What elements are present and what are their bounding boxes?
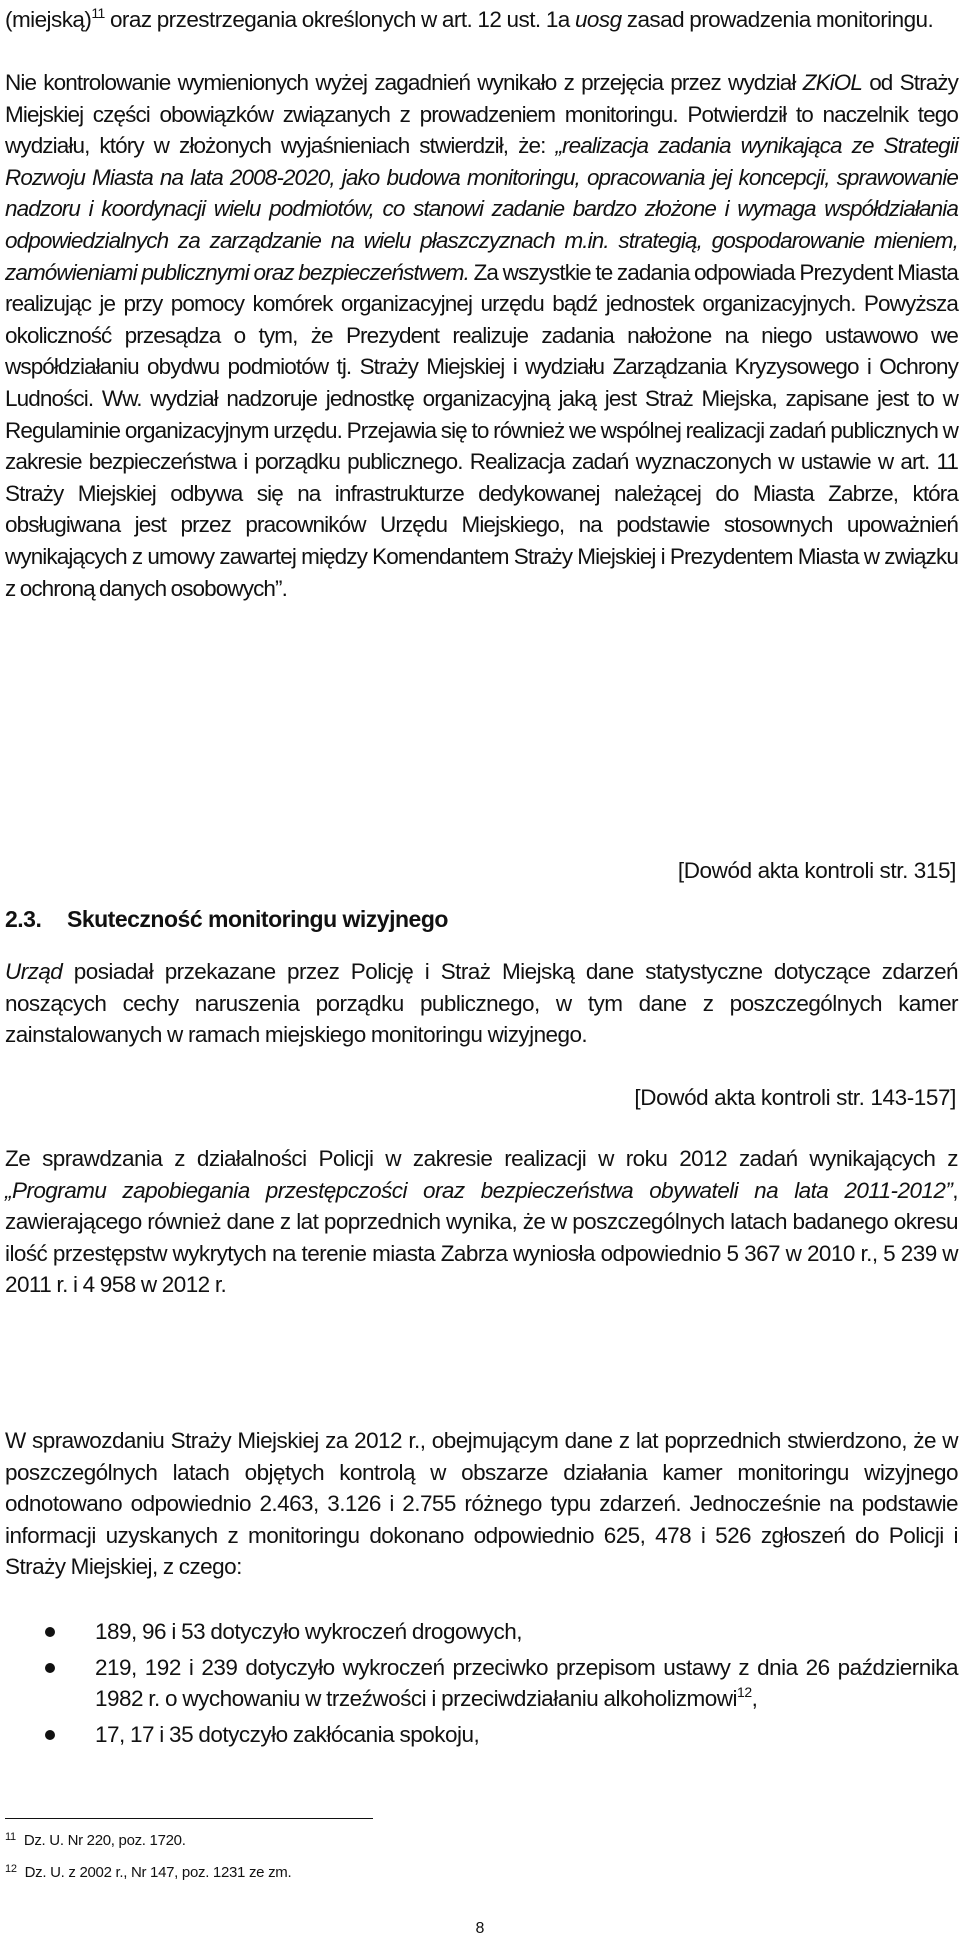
text-run: Ze sprawdzania z działalności Policji w zakresie realizacji w roku 2012 zadań wynikających z xyxy=(5,1146,958,1171)
section-heading xyxy=(5,906,448,933)
text-run: oraz przestrzegania określonych w art. 12 ust. 1a xyxy=(104,7,575,32)
italic-abbrev: uosg xyxy=(574,7,622,32)
paragraph-city-guard-report: W sprawozdaniu Straży Miejskiej za 2012 r., obejmującym dane z lat poprzednich stwierdzono, że w poszczególnych latach objętych kontrolą w obszarze działania kamer monitoringu wizyjnego odnotowano odpowiednio 2.463, 3.126 i 2.755 różnego typu zdarzeń. Jednocześnie na podstawie informacji uzyskanych z monitoringu dokonano odpowiednio 625, 478 i 526 zgłoszeń do Policji i Straży Miejskiej, z czego: xyxy=(5,1428,958,1580)
list-item-text: 17, 17 i 35 dotyczyło zakłócania spokoju, xyxy=(95,1721,480,1747)
italic-word: Urząd xyxy=(5,959,63,984)
text-run: , zawierającego również dane z lat poprzednich wynika, że w poszczególnych latach badanego okresu ilość przestępstw wykrytych na terenie miasta Zabrza wyniosła odpowiednio 5 367 w 2010 r., 5 239 w 2011 r. i 4 958 w 2012 r. xyxy=(5,1177,958,1298)
bullet-icon xyxy=(45,1730,55,1740)
evidence-reference: [Dowód akta kontroli str. 315] xyxy=(677,858,956,883)
list-item xyxy=(5,1616,958,1648)
evidence-reference: [Dowód akta kontroli str. 143-157] xyxy=(634,1085,956,1110)
text-run: Za wszystkie te zadania odpowiada Prezydent Miasta realizując je przy pomocy komórek organizacyjnej urzędu bądź jednostek organizacyjnych. Powyższa okoliczność przesądza o tym, że Prezydent realizuje zadania nałożone na niego ustawowo we współdziałaniu obydwu podmiotów tj. Straży Miejskiej i wydziału Zarządzania Kryzysowego i Ochrony Ludności. Ww. wydział nadzoruje jednostkę organizacyjną jaką jest Straż Miejska, zapisane jest to w Regulaminie organizacyjnym urzędu. Przejawia się to również we wspólnej realizacji zadań publicznych w zakresie bezpieczeństwa i porządku publicznego. Realizacja zadań wyznaczonych w ustawie w art. 11 Straży Miejskiej odbywa się na infrastrukturze dedykowanej należącej do Miasta Zabrze, która obsługiwana jest przez pracowników Urzędu Miejskiego, na podstawie stosownych upoważnień wynikających z umowy zawartej między Komendantem Straży Miejskiej i Prezydentem Miasta w związku z ochroną danych osobowych”. xyxy=(5,259,958,601)
list-item xyxy=(5,1652,958,1715)
paragraph-urzad-data xyxy=(5,956,958,1051)
italic-quote: „realizacja zadania wynikająca ze Strategii Rozwoju Miasta na lata 2008-2020, jako budowa monitoringu, opracowania jej koncepcji, sprawowanie nadzoru i koordynacji wielu podmiotów, co stanowi zadanie bardzo złożone i wymaga współdziałania odpowiedzialnych za zarządzanie na wielu płaszczyznach m.in. strategią, gospodarowanie mieniem, zamówieniami publicznymi oraz bezpieczeństwem. xyxy=(5,133,958,285)
bullet-icon xyxy=(45,1663,55,1673)
list-item-text: , xyxy=(751,1686,758,1712)
footnote-ref-11[interactable]: 11 xyxy=(91,5,105,21)
footnote-text: Dz. U. z 2002 r., Nr 147, poz. 1231 ze zm. xyxy=(24,1864,292,1881)
list-item-text: 189, 96 i 53 dotyczyło wykroczeń drogowych, xyxy=(95,1619,522,1644)
paragraph-intro xyxy=(5,4,958,36)
section-title: Skuteczność monitoringu wizyjnego xyxy=(67,906,448,932)
paragraph-police-stats xyxy=(5,1143,958,1301)
footnote-12 xyxy=(5,1864,291,1881)
text-run: posiadał przekazane przez Policję i Straż Miejską dane statystyczne dotyczące zdarzeń noszących cechy naruszenia porządku publicznego, w tym dane z poszczególnych kamer zainstalowanych w ramach miejskiego monitoringu wizyjnego. xyxy=(5,959,958,1048)
text-run: Nie kontrolowanie wymienionych wyżej zagadnień wynikało z przejęcia przez wydział xyxy=(5,70,803,95)
footnote-ref-12[interactable]: 12 xyxy=(737,1684,752,1701)
text-run: (miejską) xyxy=(5,7,92,32)
paragraph-zkiol-explanation xyxy=(5,67,958,604)
text-run: od Straży Miejskiej części obowiązków związanych z prowadzeniem monitoringu. Potwierdził to naczelnik tego wydziału, który w złożonych wyjaśnieniach stwierdził, że: xyxy=(5,70,959,159)
footnote-number: 11 xyxy=(5,1831,16,1843)
footnote-text: Dz. U. Nr 220, poz. 1720. xyxy=(23,1832,186,1849)
bullet-icon xyxy=(45,1627,55,1637)
text-run: zasad prowadzenia monitoringu. xyxy=(621,7,934,32)
list-item xyxy=(5,1719,958,1751)
section-number: 2.3. xyxy=(5,906,42,932)
footnote-number: 12 xyxy=(5,1863,17,1875)
footnote-11 xyxy=(5,1832,186,1849)
italic-program-title: „Programu zapobiegania przestępczości oraz bezpieczeństwa obywateli na lata 2011-2012” xyxy=(5,1177,953,1203)
italic-abbrev: ZKiOL xyxy=(802,70,862,95)
footnote-separator xyxy=(5,1818,373,1819)
list-item-text: 219, 192 i 239 dotyczyło wykroczeń przeciwko przepisom ustawy z dnia 26 października 1982 r. o wychowaniu w trzeźwości i przeciwdziałaniu alkoholizmowi xyxy=(95,1654,958,1712)
page-number: 8 xyxy=(475,1920,485,1937)
bullet-list xyxy=(5,1616,958,1754)
